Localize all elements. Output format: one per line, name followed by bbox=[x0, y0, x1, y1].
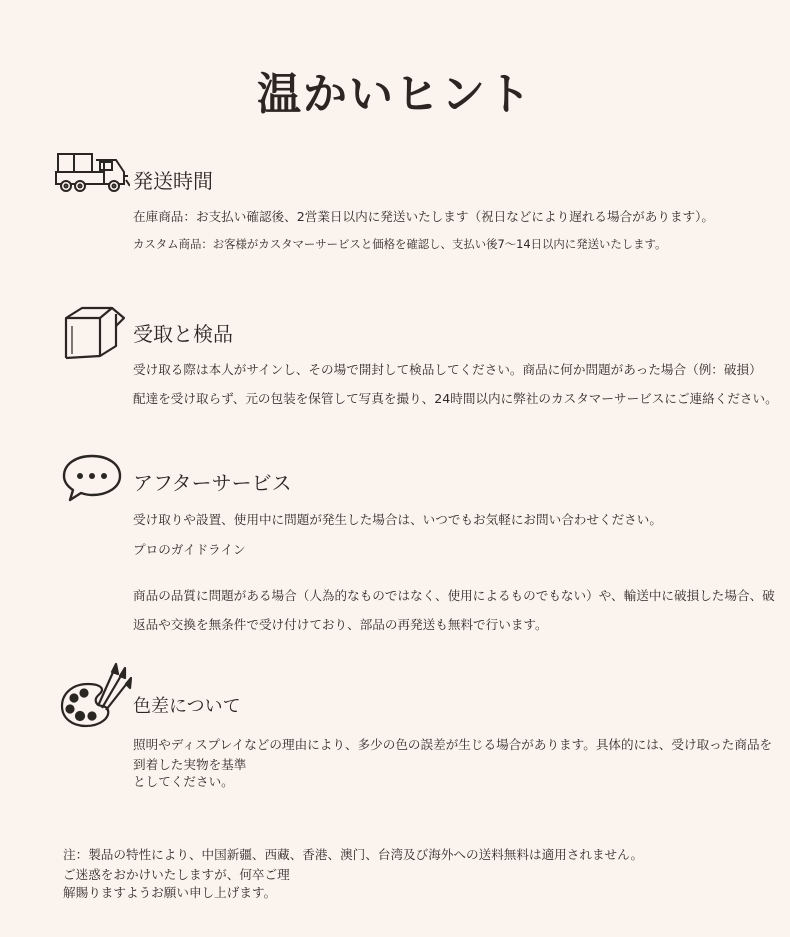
apology-note-line-1: ご迷惑をおかけいたしますが、何卒ご理 bbox=[63, 867, 290, 882]
shipping-exclusion-note: 注：製品の特性により、中国新疆、西藏、香港、澳门、台湾及び海外への送料無料は適用されません。 bbox=[63, 847, 644, 862]
section-heading-receiving: 受取と検品 bbox=[133, 322, 233, 346]
receiving-line-inspect: 受け取る際は本人がサインし、その場で開封して検品してください。商品に何か問題があった場合（例：破損） bbox=[133, 362, 762, 377]
package-box-icon bbox=[60, 304, 128, 366]
shipping-line-stock: 在庫商品：お支払い確認後、2営業日以内に発送いたします（祝日などにより遅れる場合があります）。 bbox=[133, 209, 715, 224]
delivery-truck-icon bbox=[54, 150, 130, 196]
section-heading-color-difference: 色差について bbox=[133, 696, 241, 717]
section-heading-shipping: 発送時間 bbox=[133, 169, 213, 193]
after-service-line-quality: 商品の品質に問題がある場合（人為的なものではなく、使用によるものでもない）や、輸送中に破損した場合、破 bbox=[133, 588, 775, 603]
after-service-line-contact: 受け取りや設置、使用中に問題が発生した場合は、いつでもお気軽にお問い合わせください。 bbox=[133, 512, 662, 527]
section-heading-after-service: アフターサービス bbox=[133, 471, 292, 495]
paint-palette-icon bbox=[58, 662, 132, 730]
color-line-standard: 到着した実物を基準 bbox=[133, 757, 247, 772]
color-line-end: としてください。 bbox=[133, 774, 234, 789]
apology-note-line-2: 解賜りますようお願い申し上げます。 bbox=[63, 885, 277, 900]
after-service-line-guideline: プロのガイドライン bbox=[133, 542, 246, 557]
page-title: 温かいヒント bbox=[257, 69, 533, 120]
after-service-line-return: 返品や交換を無条件で受け付けており、部品の再発送も無料で行います。 bbox=[133, 617, 548, 632]
shipping-line-custom: カスタム商品：お客様がカスタマーサービスと価格を確認し、支払い後7〜14日以内に発送いたします。 bbox=[133, 237, 667, 251]
chat-bubble-icon bbox=[60, 452, 124, 504]
color-line-reason: 照明やディスプレイなどの理由により、多少の色の誤差が生じる場合があります。具体的には、受け取った商品を bbox=[133, 737, 773, 752]
receiving-line-contact: 配達を受け取らず、元の包装を保管して写真を撮り、24時間以内に弊社のカスタマーサービスにご連絡ください。 bbox=[133, 391, 778, 406]
